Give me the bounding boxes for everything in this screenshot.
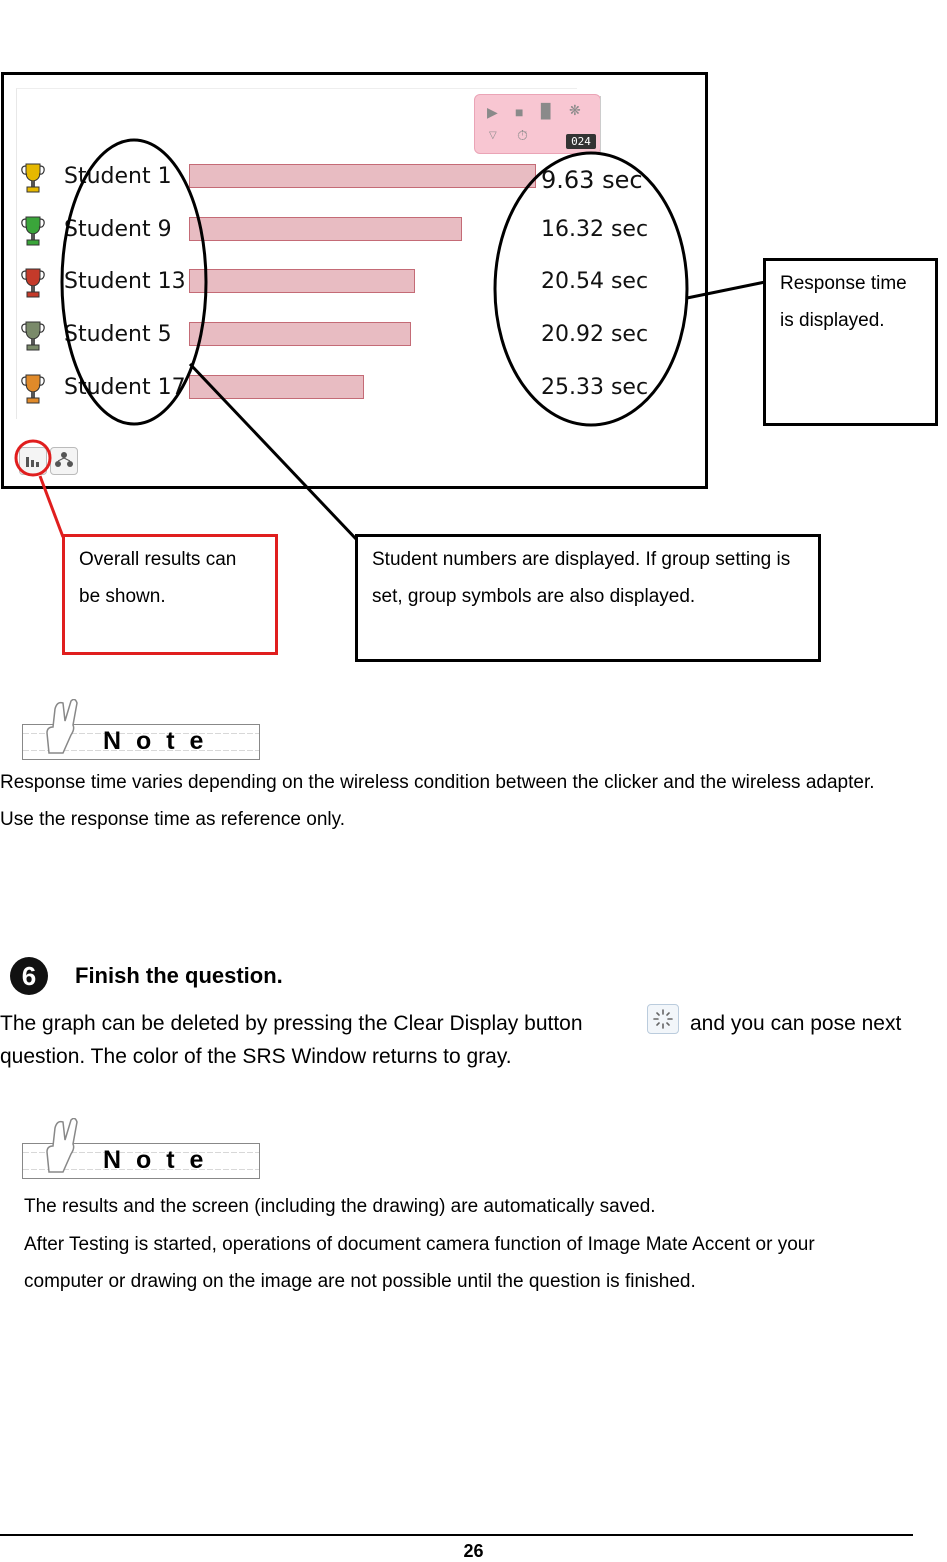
stopwatch-icon[interactable]: ⏱ <box>517 127 528 143</box>
step-text: The graph can be deleted by pressing the Clear Display button <box>0 1012 583 1035</box>
student-numbers-callout: Student numbers are displayed. If group setting is set, group symbols are also displayed. <box>355 534 821 662</box>
overall-results-circle <box>16 441 50 475</box>
graph-icon[interactable]: ▉ <box>541 103 552 119</box>
note-text: Response time varies depending on the wireless condition between the clicker and the wireless adapter. Use the response time as reference only. <box>0 772 875 830</box>
response-time-label: 20.54 sec <box>541 269 649 294</box>
step-number-badge: 6 <box>10 957 48 995</box>
play-icon[interactable]: ▶ <box>487 104 498 120</box>
response-time-label: 20.92 sec <box>541 322 649 347</box>
note2-line3: computer or drawing on the image are not possible until the question is finished. <box>24 1271 696 1292</box>
student-name: Student 1 <box>64 164 172 189</box>
overall-results-pointer <box>40 476 63 537</box>
step-text-line2: question. The color of the SRS Window returns to gray. <box>0 1045 512 1068</box>
response-time-label: 16.32 sec <box>541 217 649 242</box>
times-ellipse <box>495 153 687 425</box>
response-time-pointer <box>687 282 765 298</box>
clear-display-icon <box>648 1005 678 1033</box>
note-badge <box>22 724 260 760</box>
page-number: 26 <box>463 1541 484 1561</box>
footer-rule <box>0 1534 913 1536</box>
dropdown-icon[interactable]: ▽ <box>489 130 497 141</box>
response-time-label: 9.63 sec <box>541 166 643 194</box>
student-numbers-pointer <box>190 364 357 540</box>
student-name: Student 17 <box>64 375 186 400</box>
note-label: N o t e <box>103 727 208 755</box>
step-heading: Finish the question. <box>75 963 283 988</box>
overall-results-callout: Overall results can be shown. <box>62 534 278 655</box>
note-badge-2 <box>22 1143 260 1179</box>
note2-line2: After Testing is started, operations of document camera function of Image Mate Accent or your <box>24 1234 815 1255</box>
timer-display: 024 <box>566 134 596 149</box>
student-name: Student 13 <box>64 269 186 294</box>
step-text-after: and you can pose next <box>690 1012 902 1035</box>
pointing-hand-icon <box>41 699 81 755</box>
response-time-callout: Response time is displayed. <box>763 258 938 426</box>
stop-icon[interactable]: ■ <box>515 104 524 120</box>
note2-line1: The results and the screen (including the drawing) are automatically saved. <box>24 1196 656 1217</box>
note-label-2: N o t e <box>103 1146 208 1174</box>
clear-display-icon[interactable]: ❋ <box>569 102 581 118</box>
pointing-hand-icon <box>41 1118 81 1174</box>
clear-display-button[interactable] <box>647 1004 679 1034</box>
response-time-label: 25.33 sec <box>541 375 649 400</box>
student-name: Student 5 <box>64 322 172 347</box>
student-name: Student 9 <box>64 217 172 242</box>
names-ellipse <box>62 140 206 424</box>
